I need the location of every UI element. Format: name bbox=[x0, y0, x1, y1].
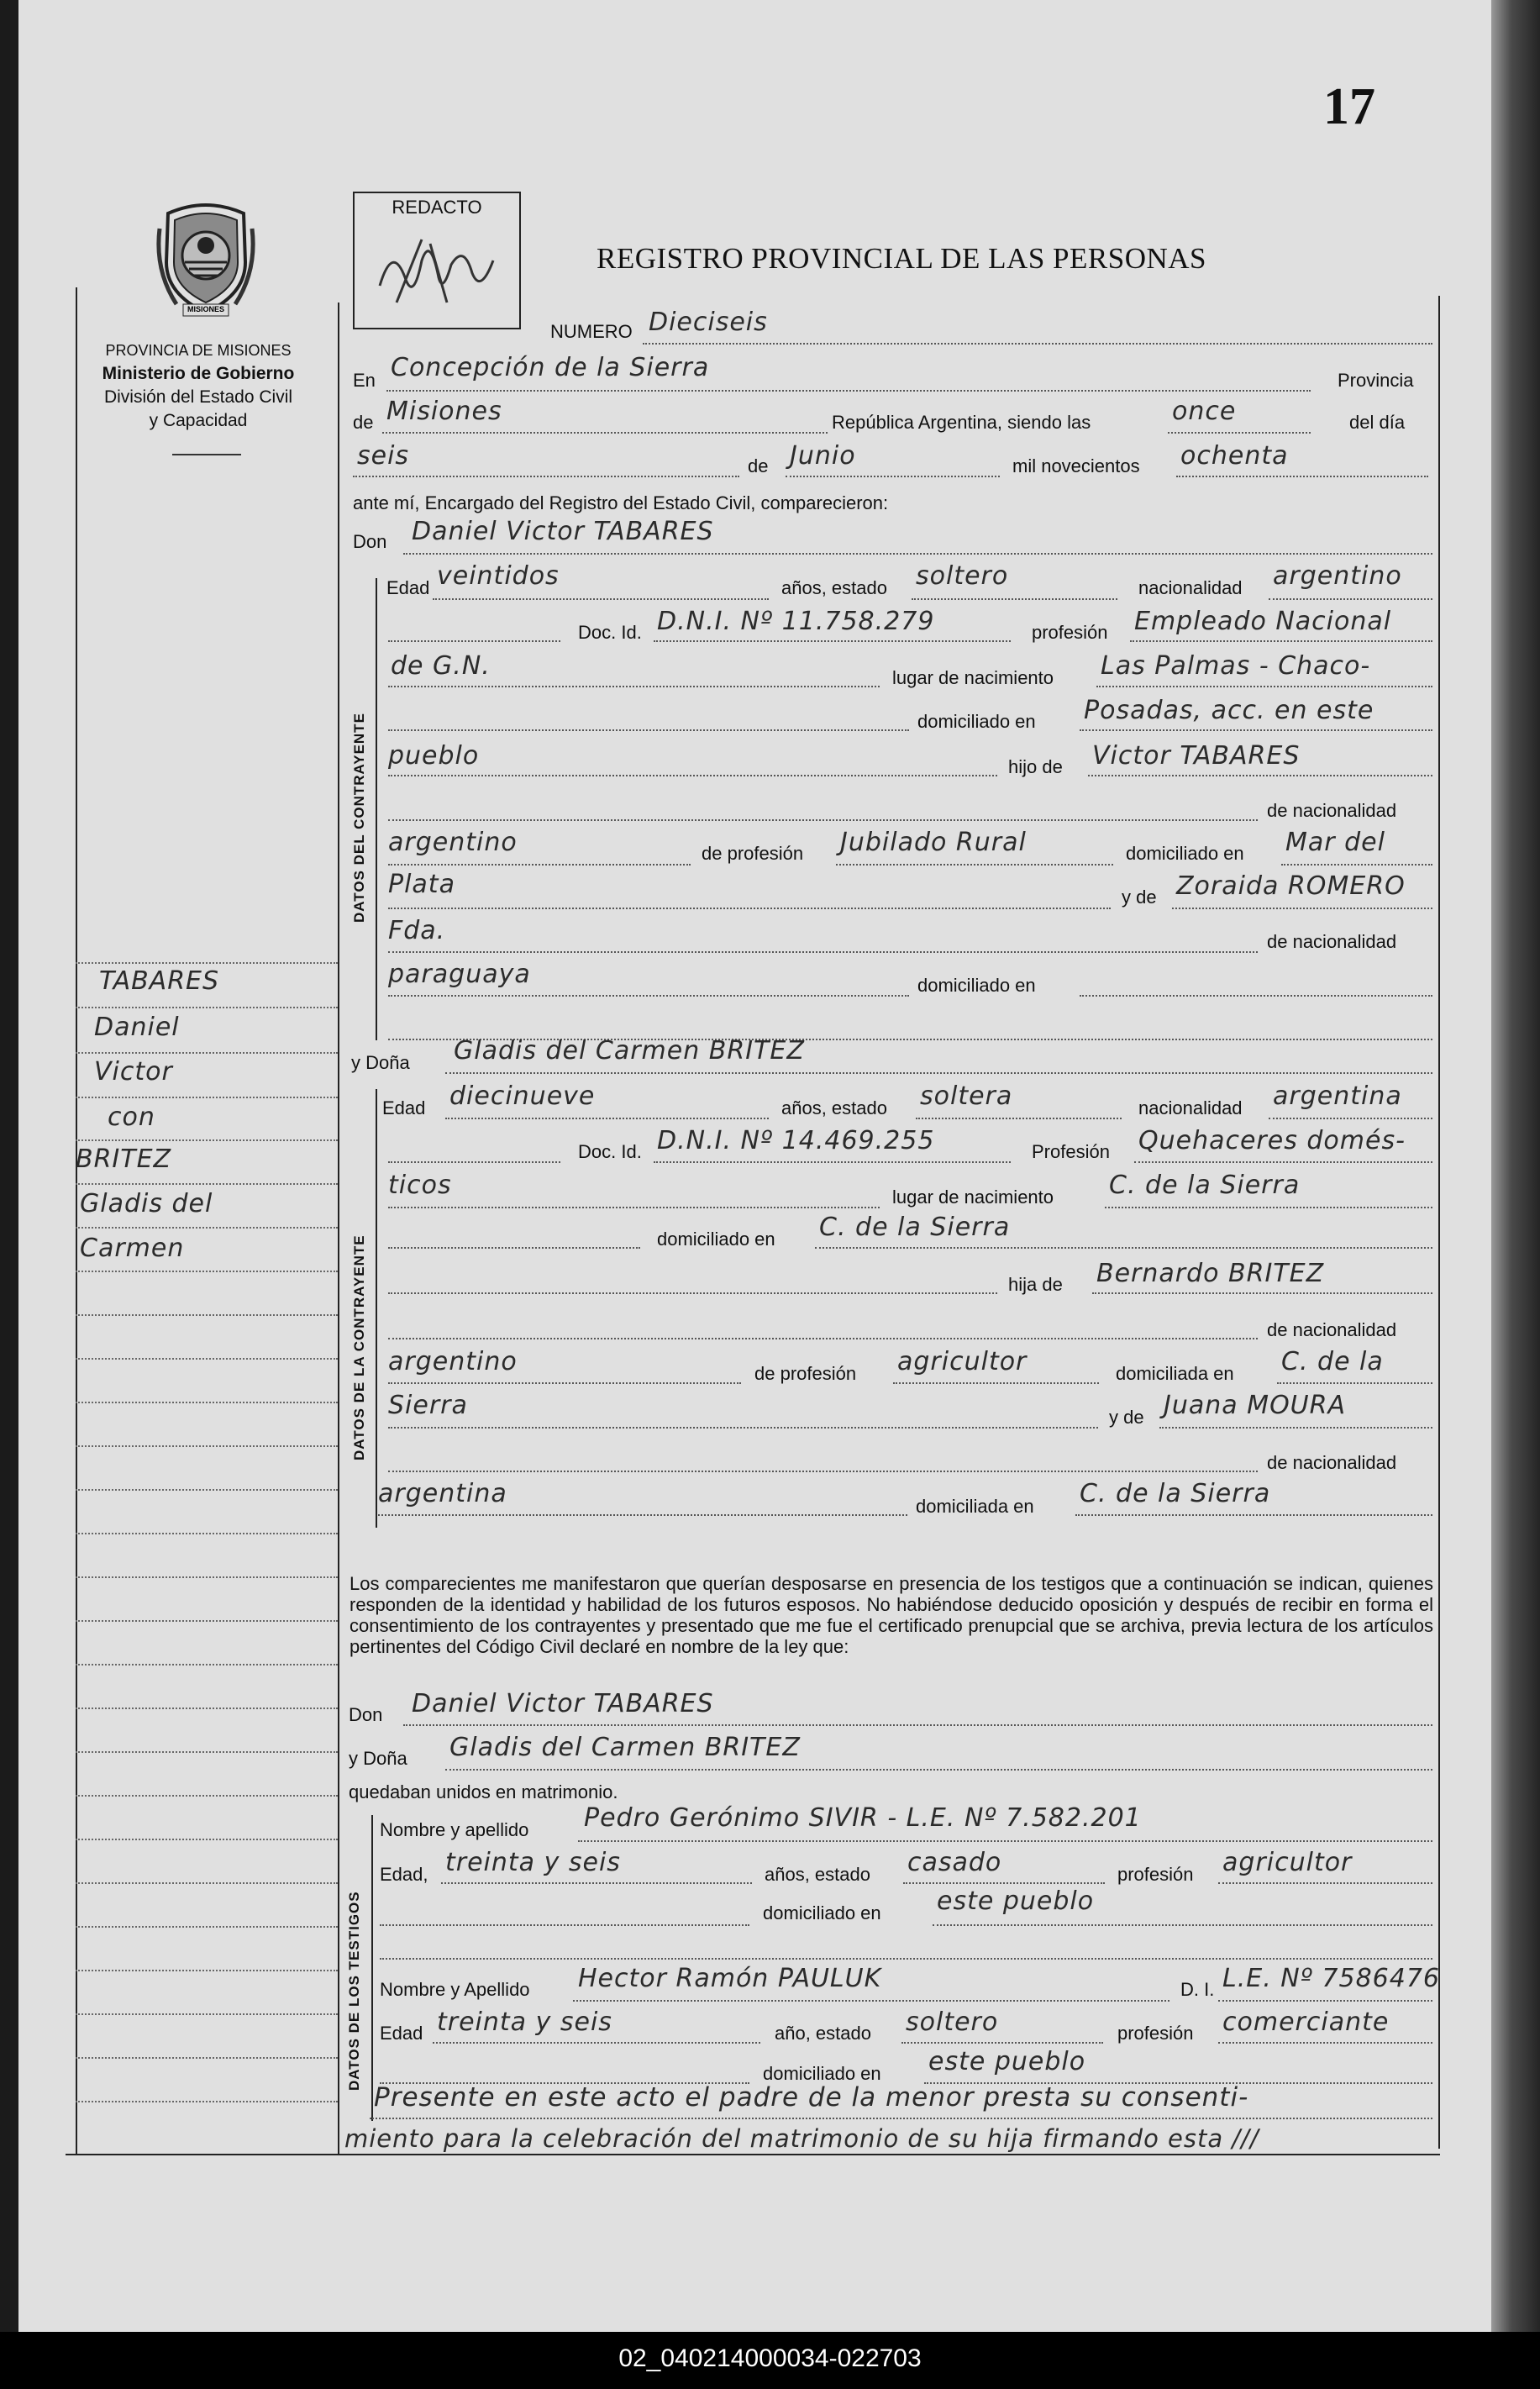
t1-dom-label: domiciliado en bbox=[763, 1902, 881, 1923]
g-padre-nac-label: de nacionalidad bbox=[1267, 800, 1397, 821]
t2-dom-value: este pueblo bbox=[928, 2047, 1086, 2076]
groom-section-label: DATOS DEL CONTRAYENTE bbox=[351, 713, 367, 923]
b-padre-line bbox=[1092, 1292, 1432, 1294]
g-madre-nac-value: paraguaya bbox=[388, 960, 531, 989]
numero-value: Dieciseis bbox=[649, 308, 768, 337]
margin-line bbox=[76, 1314, 338, 1316]
b-madre-dom-line bbox=[1075, 1514, 1432, 1516]
t1-blank-line bbox=[380, 1958, 1432, 1960]
g-madre-dom-label: domiciliado en bbox=[917, 975, 1036, 996]
g-prof-value: Empleado Nacional bbox=[1134, 607, 1392, 636]
decl-dona-label: y Doña bbox=[349, 1748, 407, 1769]
capacity-line: y Capacidad bbox=[149, 411, 248, 430]
t1-prof-label: profesión bbox=[1117, 1864, 1194, 1885]
groom-bracket bbox=[376, 578, 377, 1040]
t1-dom-lead-line bbox=[380, 1924, 749, 1926]
b-edad-value: diecinueve bbox=[449, 1081, 596, 1111]
g-edad-label: Edad bbox=[386, 577, 430, 598]
b-blank-line2 bbox=[388, 1471, 1258, 1472]
scan-id: 02_040214000034-022703 bbox=[618, 2344, 922, 2372]
mil-label: mil novecientos bbox=[1012, 455, 1140, 476]
g-padre-line bbox=[1088, 775, 1432, 776]
day-value: seis bbox=[357, 441, 410, 471]
t2-di-label: D. I. bbox=[1180, 1979, 1215, 2000]
note-line1: Presente en este acto el padre de la menor presta su consenti- bbox=[374, 2082, 1249, 2113]
bride-name: Gladis del Carmen BRITEZ bbox=[454, 1036, 805, 1066]
month-value: Junio bbox=[790, 441, 856, 471]
note-line2: miento para la celebración del matrimonio de su hija firmando esta /// bbox=[344, 2124, 1259, 2153]
t2-di-line bbox=[1218, 2000, 1432, 2002]
g-dom2-line bbox=[388, 775, 997, 776]
witness-section-label: DATOS DE LOS TESTIGOS bbox=[346, 1891, 362, 2091]
t2-prof-value: comerciante bbox=[1222, 2007, 1390, 2037]
margin-name: Victor bbox=[94, 1057, 173, 1087]
b-dom-value: C. de la Sierra bbox=[819, 1213, 1011, 1242]
bride-name-line bbox=[445, 1072, 1432, 1074]
margin-name: Carmen bbox=[80, 1234, 185, 1263]
margin-line bbox=[76, 1445, 338, 1447]
b-prof-line bbox=[1134, 1161, 1432, 1163]
b-padre-prof-line bbox=[893, 1382, 1099, 1384]
b-y-de-label: y de bbox=[1109, 1407, 1144, 1428]
b-padre-value: Bernardo BRITEZ bbox=[1096, 1259, 1325, 1288]
month-line bbox=[786, 476, 1000, 477]
ministry-line: Ministerio de Gobierno bbox=[102, 364, 295, 383]
decl-don-label: Don bbox=[349, 1704, 383, 1725]
center-rule bbox=[338, 303, 339, 2155]
b-lugar-line bbox=[1105, 1207, 1432, 1208]
document-title: REGISTRO PROVINCIAL DE LAS PERSONAS bbox=[597, 242, 1206, 275]
t1-edad-value: treinta y seis bbox=[445, 1848, 621, 1877]
b-madre-dom-value: C. de la Sierra bbox=[1080, 1479, 1271, 1508]
g-padre-prof-value: Jubilado Rural bbox=[840, 828, 1027, 857]
t1-nombre-line bbox=[578, 1840, 1432, 1842]
t2-nombre-label: Nombre y Apellido bbox=[380, 1979, 530, 2000]
g-edad-line bbox=[433, 598, 769, 600]
de-label: de bbox=[353, 412, 374, 433]
b-padre-dom2-line bbox=[388, 1427, 1098, 1429]
republica-label: República Argentina, siendo las bbox=[832, 412, 1091, 433]
margin-line bbox=[76, 1926, 338, 1928]
left-header bbox=[57, 339, 339, 433]
t1-estado-label: años, estado bbox=[765, 1864, 870, 1885]
bride-section-label: DATOS DE LA CONTRAYENTE bbox=[351, 1234, 367, 1460]
decl-groom: Daniel Victor TABARES bbox=[412, 1689, 714, 1718]
g-lugar-label: lugar de nacimiento bbox=[892, 667, 1054, 688]
del-dia-label: del día bbox=[1349, 412, 1406, 433]
b-nac-line bbox=[1269, 1118, 1432, 1119]
t1-nombre-value: Pedro Gerónimo SIVIR - L.E. Nº 7.582.201 bbox=[584, 1803, 1142, 1833]
b-prof-value: Quehaceres domés- bbox=[1138, 1126, 1406, 1155]
margin-line bbox=[76, 2101, 338, 2102]
g-nac-value: argentino bbox=[1273, 561, 1402, 591]
t1-prof-line bbox=[1218, 1882, 1432, 1884]
t2-edad-label: Edad bbox=[380, 2023, 423, 2044]
b-blank-line bbox=[388, 1338, 1258, 1339]
g-doc-value: D.N.I. Nº 11.758.279 bbox=[657, 607, 935, 636]
g-padre-dom2-line bbox=[388, 908, 1111, 909]
g-blank-line bbox=[388, 819, 1258, 821]
seal-text: MISIONES bbox=[187, 305, 224, 313]
g-y-de-label: y de bbox=[1122, 887, 1157, 908]
b-doc-value: D.N.I. Nº 14.469.255 bbox=[657, 1126, 935, 1155]
g-padre-value: Victor TABARES bbox=[1092, 741, 1301, 771]
g-padre-dom-line bbox=[1281, 864, 1432, 866]
province-value: Misiones bbox=[386, 397, 502, 426]
g-prof2-line bbox=[388, 686, 880, 687]
b-hija-lead-line bbox=[388, 1292, 997, 1294]
provincial-seal bbox=[151, 195, 260, 321]
day-line bbox=[353, 476, 739, 477]
g-lugar-line bbox=[1096, 686, 1432, 687]
declaration-paragraph: Los comparecientes me manifestaron que querían desposarse en presencia de los testigos que a continuación se indican, quienes responden de la identidad y habilidad de los futuros esposos. No habiéndose deducido oposición y después de recibir en forma el consentimiento de los contrayentes y presentado que me fue el certificado prenupcial que se archiva, previa lectura de los artículos pertinentes del Código Civil declaré en nombre de la ley que: bbox=[350, 1573, 1433, 1657]
t2-nombre-line bbox=[573, 2000, 1169, 2002]
b-madre-nac-value: argentina bbox=[378, 1479, 507, 1508]
b-madre-line bbox=[1159, 1427, 1432, 1429]
t1-dom-line bbox=[933, 1924, 1432, 1926]
t1-edad-label: Edad, bbox=[380, 1864, 428, 1885]
b-madre-value: Juana MOURA bbox=[1164, 1391, 1347, 1420]
bride-bracket bbox=[376, 1089, 377, 1528]
margin-line bbox=[76, 1097, 338, 1098]
b-estado-value: soltera bbox=[920, 1081, 1013, 1111]
b-edad-line bbox=[445, 1118, 769, 1119]
g-dom-value: Posadas, acc. en este bbox=[1084, 696, 1374, 725]
g-padre-dom-value: Mar del bbox=[1285, 828, 1385, 857]
margin-line bbox=[76, 1052, 338, 1054]
g-edad-value: veintidos bbox=[437, 561, 560, 591]
numero-label: NUMERO bbox=[550, 321, 633, 342]
margin-line bbox=[76, 1620, 338, 1622]
provincia-label: Provincia bbox=[1338, 370, 1414, 391]
b-dom-line bbox=[815, 1247, 1432, 1249]
b-prof2-line bbox=[388, 1207, 880, 1208]
g-padre-nac-line bbox=[388, 864, 691, 866]
b-hija-label: hija de bbox=[1008, 1274, 1063, 1295]
g-padre-dom-value2: Plata bbox=[388, 870, 455, 899]
b-madre-nac-line bbox=[378, 1514, 907, 1516]
b-padre-prof-label: de profesión bbox=[754, 1363, 857, 1384]
g-prof-label: profesión bbox=[1032, 622, 1108, 643]
g-padre-dom-label: domiciliado en bbox=[1126, 843, 1244, 864]
g-padre-prof-line bbox=[836, 864, 1113, 866]
b-padre-nac-line bbox=[388, 1382, 741, 1384]
t2-edad-value: treinta y seis bbox=[437, 2007, 612, 2037]
g-madre-value2: Fda. bbox=[388, 916, 446, 945]
place-line bbox=[386, 390, 1311, 392]
province-line bbox=[382, 432, 828, 434]
b-estado-line bbox=[916, 1118, 1122, 1119]
b-dom-label: domiciliado en bbox=[657, 1229, 775, 1250]
header-rule bbox=[172, 454, 241, 455]
b-prof-label: Profesión bbox=[1032, 1141, 1110, 1162]
margin-line bbox=[76, 962, 338, 964]
margin-line bbox=[76, 1183, 338, 1185]
g-prof-line bbox=[1130, 640, 1432, 642]
margin-line bbox=[76, 1139, 338, 1141]
g-hijo-label: hijo de bbox=[1008, 756, 1063, 777]
b-padre-dom-value2: Sierra bbox=[388, 1391, 468, 1420]
g-doc-lead-line bbox=[388, 640, 560, 642]
margin-line bbox=[76, 1576, 338, 1578]
b-padre-dom-line bbox=[1277, 1382, 1432, 1384]
year-value: ochenta bbox=[1180, 441, 1289, 471]
g-dom-line bbox=[1080, 729, 1432, 731]
t2-prof-line bbox=[1218, 2042, 1432, 2044]
b-estado-label: años, estado bbox=[781, 1097, 887, 1118]
redacto-stamp bbox=[353, 192, 521, 329]
margin-line bbox=[76, 1664, 338, 1665]
book-spine bbox=[1491, 0, 1540, 2332]
margin-line bbox=[76, 1533, 338, 1534]
margin-line bbox=[76, 1227, 338, 1229]
bottom-rule bbox=[66, 2154, 1440, 2155]
margin-line bbox=[76, 1007, 338, 1008]
t2-edad-line bbox=[433, 2042, 760, 2044]
g-madre-nac-line bbox=[388, 995, 909, 997]
margin-line bbox=[76, 1489, 338, 1491]
margin-line bbox=[76, 1271, 338, 1272]
t1-estado-value: casado bbox=[907, 1848, 1002, 1877]
margin-name: BRITEZ bbox=[76, 1145, 172, 1174]
decl-bride: Gladis del Carmen BRITEZ bbox=[449, 1733, 801, 1762]
b-madre-dom-label: domiciliada en bbox=[916, 1496, 1034, 1517]
margin-name: con bbox=[108, 1102, 155, 1132]
b-padre-nac-value: argentino bbox=[388, 1347, 518, 1376]
t2-prof-label: profesión bbox=[1117, 2023, 1194, 2044]
b-doc-label: Doc. Id. bbox=[578, 1141, 642, 1162]
b-lugar-label: lugar de nacimiento bbox=[892, 1187, 1054, 1208]
g-padre-nac-value: argentino bbox=[388, 828, 518, 857]
margin-line bbox=[76, 2057, 338, 2059]
margin-line bbox=[76, 2013, 338, 2015]
numero-line bbox=[643, 343, 1432, 345]
b-doc-line bbox=[654, 1161, 1011, 1163]
t2-dom-label: domiciliado en bbox=[763, 2063, 881, 2084]
g-madre-nac-label: de nacionalidad bbox=[1267, 931, 1397, 952]
province-line: PROVINCIA DE MISIONES bbox=[105, 342, 292, 359]
t2-estado-value: soltero bbox=[906, 2007, 999, 2037]
margin-line bbox=[76, 1795, 338, 1797]
place-value: Concepción de la Sierra bbox=[391, 353, 710, 382]
t2-nombre-value: Hector Ramón PAULUK bbox=[578, 1964, 882, 1993]
witness-bracket bbox=[371, 1815, 373, 2121]
t1-prof-value: agricultor bbox=[1222, 1848, 1353, 1877]
margin-line bbox=[76, 1402, 338, 1403]
en-label: En bbox=[353, 370, 376, 391]
g-lugar-value: Las Palmas - Chaco- bbox=[1101, 651, 1371, 681]
g-doc-line bbox=[654, 640, 1011, 642]
division-line: División del Estado Civil bbox=[103, 387, 293, 407]
right-rule bbox=[1438, 296, 1440, 2149]
margin-line bbox=[76, 1708, 338, 1709]
don-label: Don bbox=[353, 531, 387, 552]
g-doc-label: Doc. Id. bbox=[578, 622, 642, 643]
g-madre-line bbox=[1172, 908, 1432, 909]
de2-label: de bbox=[748, 455, 769, 476]
margin-name: Gladis del bbox=[80, 1189, 213, 1218]
left-margin-rule bbox=[76, 287, 77, 2155]
b-doc-lead-line bbox=[388, 1161, 560, 1163]
hour-line bbox=[1168, 432, 1311, 434]
b-padre-prof-value: agricultor bbox=[897, 1347, 1028, 1376]
margin-line bbox=[76, 1839, 338, 1840]
g-dom-lead-line bbox=[388, 729, 909, 731]
g-nac-label: nacionalidad bbox=[1138, 577, 1243, 598]
margin-line bbox=[76, 1358, 338, 1360]
g-madre-value: Zoraida ROMERO bbox=[1176, 871, 1406, 901]
margin-line bbox=[76, 1882, 338, 1884]
t1-estado-line bbox=[903, 1882, 1105, 1884]
t1-nombre-label: Nombre y apellido bbox=[380, 1819, 529, 1840]
decl-groom-line bbox=[403, 1724, 1432, 1726]
y-dona-label: y Doña bbox=[351, 1052, 410, 1073]
b-edad-label: Edad bbox=[382, 1097, 426, 1118]
b-prof-value2: ticos bbox=[388, 1171, 452, 1200]
b-madre-nac-label: de nacionalidad bbox=[1267, 1452, 1397, 1473]
margin-line bbox=[76, 1970, 338, 1971]
t1-dom-value: este pueblo bbox=[937, 1886, 1095, 1916]
year-line bbox=[1176, 476, 1428, 477]
t2-estado-label: año, estado bbox=[775, 2023, 871, 2044]
g-madre-dom-line bbox=[1080, 995, 1432, 997]
g-nac-line bbox=[1269, 598, 1432, 600]
groom-name: Daniel Victor TABARES bbox=[412, 517, 714, 546]
stamp-label: REDACTO bbox=[392, 197, 482, 218]
margin-line bbox=[76, 1751, 338, 1753]
g-estado-line bbox=[912, 598, 1117, 600]
b-dom-lead-line bbox=[388, 1247, 640, 1249]
ante-label: ante mí, Encargado del Registro del Estado Civil, comparecieron: bbox=[353, 492, 889, 513]
g-padre-prof-label: de profesión bbox=[702, 843, 804, 864]
g-estado-value: soltero bbox=[916, 561, 1009, 591]
page-number: 17 bbox=[1323, 78, 1375, 135]
g-prof-value2: de G.N. bbox=[391, 651, 491, 681]
g-estado-label: años, estado bbox=[781, 577, 887, 598]
t1-edad-line bbox=[441, 1882, 752, 1884]
g-dom-label: domiciliado en bbox=[917, 711, 1036, 732]
b-nac-label: nacionalidad bbox=[1138, 1097, 1243, 1118]
decl-bride-line bbox=[445, 1769, 1432, 1771]
quedaban-label: quedaban unidos en matrimonio. bbox=[349, 1781, 618, 1802]
b-nac-value: argentina bbox=[1273, 1081, 1402, 1111]
t2-di-value: L.E. Nº 7586476 bbox=[1222, 1964, 1440, 1993]
b-padre-nac-label: de nacionalidad bbox=[1267, 1319, 1397, 1340]
b-padre-dom-value: C. de la bbox=[1281, 1347, 1384, 1376]
signature-icon bbox=[371, 227, 506, 319]
b-lugar-value: C. de la Sierra bbox=[1109, 1171, 1301, 1200]
groom-name-line bbox=[403, 553, 1432, 555]
g-madre2-line bbox=[388, 951, 1258, 953]
margin-name: TABARES bbox=[99, 966, 220, 996]
b-padre-dom-label: domiciliada en bbox=[1116, 1363, 1234, 1384]
t2-estado-line bbox=[901, 2042, 1103, 2044]
note-line1-rule bbox=[370, 2118, 1432, 2119]
margin-name: Daniel bbox=[94, 1013, 180, 1042]
g-dom-value2: pueblo bbox=[388, 741, 480, 771]
hour-value: once bbox=[1172, 397, 1237, 426]
